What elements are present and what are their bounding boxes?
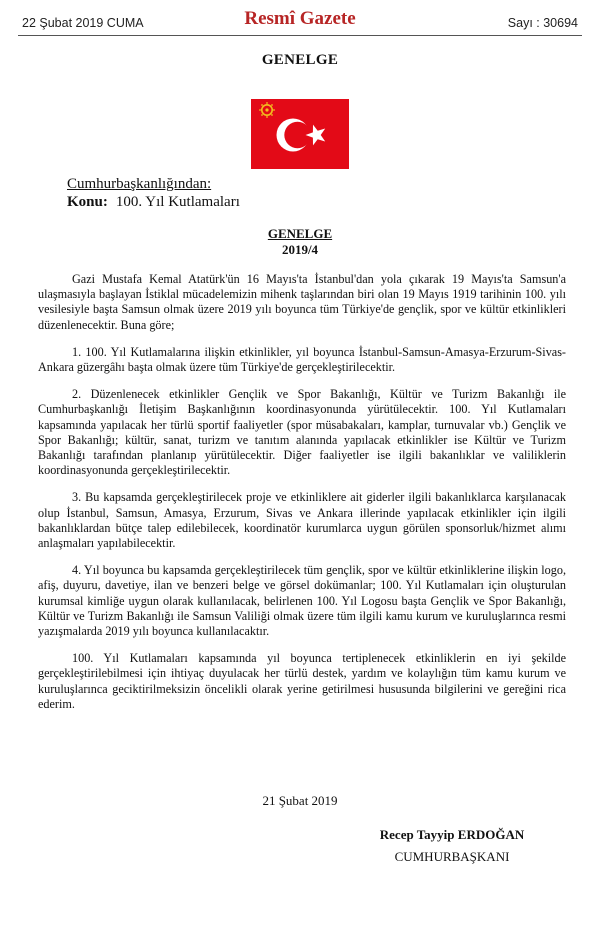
subject-line [67, 194, 240, 211]
header-divider [18, 35, 582, 36]
subject-label: Konu: [67, 194, 108, 210]
signatory-title: CUMHURBAŞKANI [394, 849, 510, 864]
intro-paragraph: Gazi Mustafa Kemal Atatürk'ün 16 Mayıs'ta İstanbul'dan yola çıkarak 19 Mayıs'ta Samsun'a ulaşmasıyla başlayan İstiklal mücadelemizin mihenk taşlarından biri olan 19 Mayıs 1919 tarihinin 100. yılı vesilesiyle başta Samsun olmak üzere 2019 yılı boyunca tüm Türkiye'de gençlik, spor ve kültür etkinlikleri düzenlenecektir. Buna göre; [38, 272, 566, 332]
gazette-title: Resmî Gazete [244, 8, 356, 29]
document-type: GENELGE [261, 52, 339, 68]
signing-date: 21 Şubat 2019 [262, 793, 338, 808]
presidential-flag-icon [251, 99, 349, 169]
gold-emblem-icon [259, 102, 275, 118]
issuer-label: Cumhurbaşkanlığından: [67, 176, 212, 192]
circular-number: 2019/4 [281, 242, 319, 257]
article-4: 4. Yıl boyunca bu kapsamda gerçekleştirilecek tüm gençlik, spor ve kültür etkinliklerine ilişkin logo, afiş, duyuru, davetiye, ilan ve benzeri belge ve görsel dokümanlar; 100. Yıl Kutlamaları için oluşturulan kurumsal kimliğe uygun olarak kullanılacak, belirlenen 100. Yıl Logosu başta Gençlik ve Spor Bakanlığı, Kültür ve Turizm Bakanlığı ile Samsun Valiliği olmak üzere tüm ilgili kamu kurum ve kuruluşlarınca resmi yazışmalarda 2019 yılı boyunca kullanılacaktır. [38, 563, 566, 639]
gazette-header [22, 8, 578, 36]
signatory-name: Recep Tayyip ERDOĞAN [379, 827, 525, 842]
article-2: 2. Düzenlenecek etkinlikler Gençlik ve Spor Bakanlığı, Kültür ve Turizm Bakanlığı ile Cumhurbaşkanlığı İletişim Başkanlığının koordinasyonunda yürütülecektir. 100. Yıl Kutlamaları kapsamında yapılacak her türlü sportif faaliyetler (spor müsabakaları, kamplar, turnuvalar vb.) Gençlik ve Spor Bakanlığı; kültür, sanat, turizm ve tanıtım alanında yapılacak etkinlikler ise Kültür ve Turizm Bakanlığı tarafından planlanıp yürütülecektir. Diğer faaliyetler ise ilgili bakanlıklar ve valiliklerin koordinasyonunda gerçekleştirilecektir. [38, 387, 566, 478]
article-1: 1. 100. Yıl Kutlamalarına ilişkin etkinlikler, yıl boyunca İstanbul-Samsun-Amasya-Erzurum-Sivas-Ankara güzergâhı başta olmak üzere tüm Türkiye'de gerçekleştirilecektir. [38, 344, 566, 375]
article-3: 3. Bu kapsamda gerçekleştirilecek proje ve etkinliklere ait giderler ilgili bakanlıklarca karşılanacak olup İstanbul, Samsun, Amasya, Erzurum, Sivas ve Ankara illerinde yapılacak etkinlikler için ilgili bakanlıklardan bütçe talep edilebilecek, koordinatör kurumlarca uygun görülen sponsorluk/hizmet alımı anlaşmaları yapılabilecektir. [38, 490, 566, 551]
closing-paragraph: 100. Yıl Kutlamaları kapsamında yıl boyunca tertiplenecek etkinliklerin en iyi şekilde gerçekleştirilebilmesi için ihtiyaç duyulacak her türlü destek, yardım ve kolaylığın tüm kamu kurum ve kuruluşlarınca geciktirilmeksizin öncelikli olarak yerine getirilmesi hususunda bilgilerini ve gereğini rica ederim. [38, 651, 566, 711]
subject-value: 100. Yıl Kutlamaları [115, 194, 240, 210]
issue-number: Sayı : 30694 [507, 16, 578, 30]
circular-title: GENELGE [267, 226, 333, 241]
circular-body [38, 272, 566, 724]
issue-date: 22 Şubat 2019 CUMA [22, 16, 144, 30]
